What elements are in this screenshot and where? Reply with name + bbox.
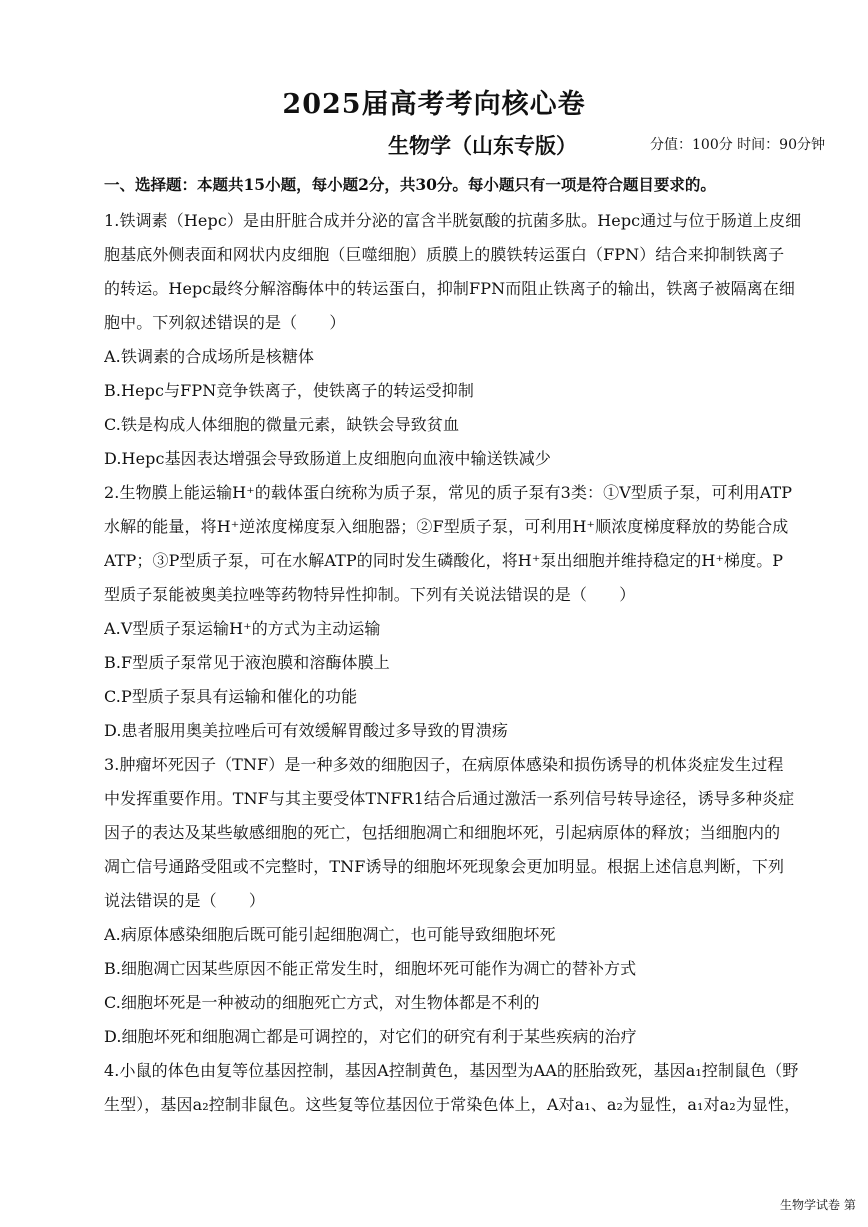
option-line: D.患者服用奥美拉唑后可有效缓解胃酸过多导致的胃溃疡 — [104, 721, 508, 740]
option-line: A.病原体感染细胞后既可能引起细胞凋亡，也可能导致细胞坏死 — [104, 925, 556, 944]
option-line: C.铁是构成人体细胞的微量元素，缺铁会导致贫血 — [104, 415, 460, 434]
exam-title: 2025届高考考向核心卷 — [282, 89, 586, 120]
question-body — [104, 204, 844, 1122]
text-line: 3.肿瘤坏死因子（TNF）是一种多效的细胞因子，在病原体感染和损伤诱导的机体炎症发生过程 — [104, 755, 784, 774]
option-line: C.细胞坏死是一种被动的细胞死亡方式，对生物体都是不利的 — [104, 993, 540, 1012]
text-line: 中发挥重要作用。TNF与其主要受体TNFR1结合后通过激活一系列信号转导途径，诱导多种炎症 — [104, 789, 795, 808]
text-line: 水解的能量，将H⁺逆浓度梯度泵入细胞器；②F型质子泵，可利用H⁺顺浓度梯度释放的势能合成 — [104, 517, 789, 536]
text-line: 胞中。下列叙述错误的是（ ） — [104, 313, 346, 332]
option-line: B.Hepc与FPN竞争铁离子，使铁离子的转运受抑制 — [104, 381, 474, 400]
page-footer: 生物学试卷 第 — [780, 1198, 856, 1212]
text-line: 因子的表达及某些敏感细胞的死亡，包括细胞凋亡和细胞坏死，引起病原体的释放；当细胞内的 — [104, 823, 781, 842]
option-line: B.细胞凋亡因某些原因不能正常发生时，细胞坏死可能作为凋亡的替补方式 — [104, 959, 637, 978]
text-line: 4.小鼠的体色由复等位基因控制，基因A控制黄色，基因型为AA的胚胎致死，基因a₁控制鼠色（野 — [104, 1061, 799, 1080]
option-line: D.细胞坏死和细胞凋亡都是可调控的，对它们的研究有利于某些疾病的治疗 — [104, 1027, 637, 1046]
section-heading: 一、选择题：本题共15小题，每小题2分，共30分。每小题只有一项是符合题目要求的。 — [104, 175, 716, 194]
option-line: A.铁调素的合成场所是核糖体 — [104, 347, 315, 366]
text-line: 说法错误的是（ ） — [104, 891, 266, 910]
option-line: B.F型质子泵常见于液泡膜和溶酶体膜上 — [104, 653, 390, 672]
exam-subtitle: 生物学（山东专版） — [388, 133, 577, 158]
text-line: 胞基底外侧表面和网状内皮细胞（巨噬细胞）质膜上的膜铁转运蛋白（FPN）结合来抑制铁离子 — [104, 245, 785, 264]
score-time-info: 分值：100分 时间：90分钟 — [650, 137, 825, 153]
text-line: 凋亡信号通路受阻或不完整时，TNF诱导的细胞坏死现象会更加明显。根据上述信息判断，下列 — [104, 857, 785, 876]
text-line: 2.生物膜上能运输H⁺的载体蛋白统称为质子泵，常见的质子泵有3类：①V型质子泵，可利用ATP — [104, 483, 793, 502]
option-line: A.V型质子泵运输H⁺的方式为主动运输 — [104, 619, 381, 638]
option-line: D.Hepc基因表达增强会导致肠道上皮细胞向血液中输送铁减少 — [104, 449, 551, 468]
option-line: C.P型质子泵具有运输和催化的功能 — [104, 687, 358, 706]
text-line: 的转运。Hepc最终分解溶酶体中的转运蛋白，抑制FPN而阻止铁离子的输出，铁离子被隔离在细 — [104, 279, 795, 298]
text-line: ATP；③P型质子泵，可在水解ATP的同时发生磷酸化，将H⁺泵出细胞并维持稳定的H⁺梯度。P — [104, 551, 784, 570]
text-line: 型质子泵能被奥美拉唑等药物特异性抑制。下列有关说法错误的是（ ） — [104, 585, 636, 604]
text-line: 1.铁调素（Hepc）是由肝脏合成并分泌的富含半胱氨酸的抗菌多肽。Hepc通过与位于肠道上皮细 — [104, 211, 802, 230]
text-line: 生型），基因a₂控制非鼠色。这些复等位基因位于常染色体上，A对a₁、a₂为显性，a₁对a₂为显性， — [104, 1095, 801, 1114]
